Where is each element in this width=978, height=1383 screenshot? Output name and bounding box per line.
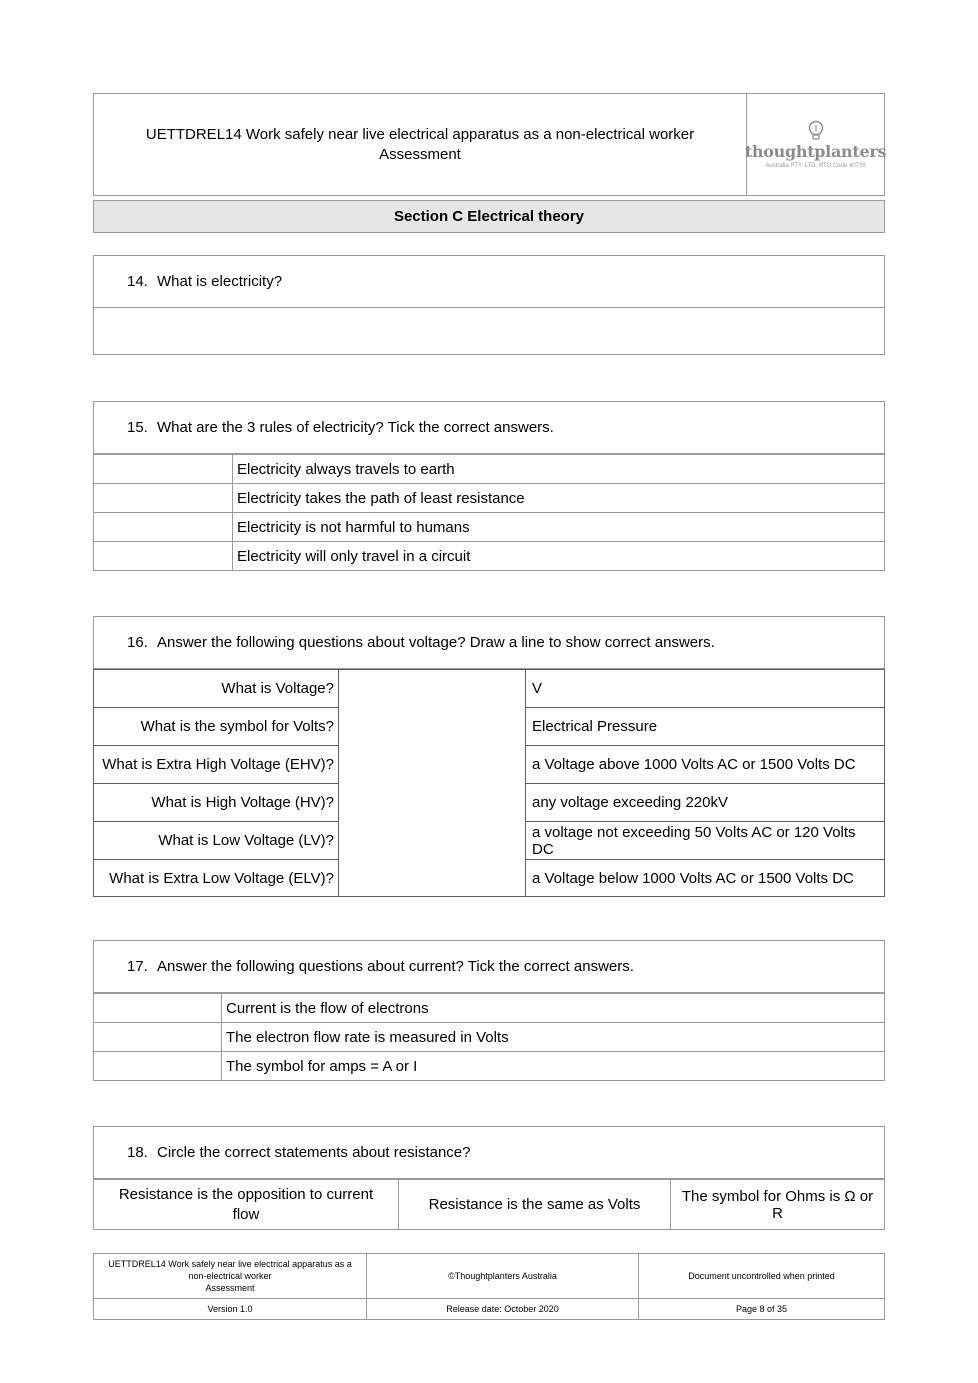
question-16-title [94,617,884,669]
question-number: 18. [127,1144,148,1161]
question-number: 16. [127,634,148,651]
table-row [94,1052,885,1081]
footer-row [94,1299,885,1320]
lightbulb-icon [807,120,825,142]
table-row [94,1180,885,1230]
header-title-line2: Assessment [379,145,461,163]
tick-box[interactable] [94,1052,222,1081]
option-text: Electricity will only travel in a circuit [233,542,885,571]
tick-options-table [93,454,885,571]
line-drawing-area[interactable] [339,670,526,897]
footer-unit-title [94,1254,367,1299]
table-row [94,513,885,542]
matching-question: What is Voltage? [94,670,339,708]
matching-answer: a Voltage below 1000 Volts AC or 1500 Volts DC [526,860,885,897]
matching-answer: any voltage exceeding 220kV [526,784,885,822]
matching-table [93,669,885,897]
question-18-title [94,1127,884,1179]
footer-copyright: ©Thoughtplanters Australia [367,1254,639,1299]
table-row [94,994,885,1023]
footer-release-date: Release date: October 2020 [367,1299,639,1320]
question-text: What is electricity? [157,273,283,290]
question-number: 15. [127,419,148,436]
matching-question: What is Low Voltage (LV)? [94,822,339,860]
logo-subtitle: Australia PTY. LTD. RTO Code 40739 [765,163,866,169]
footer-unit-line2: non-electrical worker [188,1271,272,1281]
option-text: Electricity always travels to earth [233,455,885,484]
circle-options-table [93,1179,885,1230]
matching-answer: Electrical Pressure [526,708,885,746]
question-text: Answer the following questions about current? Tick the correct answers. [157,958,634,975]
question-17-title [94,941,884,993]
question-text: Circle the correct statements about resistance? [157,1144,471,1161]
question-16 [93,616,885,894]
table-row [94,670,885,708]
header-title [94,94,746,195]
footer-unit-line1: UETTDREL14 Work safely near live electrical apparatus as a [108,1259,352,1269]
matching-question: What is the symbol for Volts? [94,708,339,746]
footer-uncontrolled: Document uncontrolled when printed [639,1254,885,1299]
circle-option[interactable]: The symbol for Ohms is Ω or R [671,1180,885,1230]
matching-question: What is Extra Low Voltage (ELV)? [94,860,339,897]
footer-version: Version 1.0 [94,1299,367,1320]
question-14 [93,255,885,355]
matching-answer: V [526,670,885,708]
question-17 [93,940,885,1080]
option-text: The electron flow rate is measured in Volts [222,1023,885,1052]
question-text: What are the 3 rules of electricity? Tick the correct answers. [157,419,554,436]
table-row [94,1023,885,1052]
table-row [94,542,885,571]
section-title: Section C Electrical theory [93,200,885,233]
document-header [93,93,885,196]
company-logo [744,94,887,195]
question-15 [93,401,885,570]
footer-unit-line3: Assessment [205,1283,255,1293]
tick-box[interactable] [94,994,222,1023]
header-title-line1: UETTDREL14 Work safely near live electrical apparatus as a non-electrical worker [145,125,695,143]
tick-box[interactable] [94,542,233,571]
logo-wordmark: thoughtplanters [744,142,887,161]
matching-question: What is High Voltage (HV)? [94,784,339,822]
circle-option[interactable]: Resistance is the same as Volts [399,1180,671,1230]
footer-page-number: Page 8 of 35 [639,1299,885,1320]
matching-question: What is Extra High Voltage (EHV)? [94,746,339,784]
tick-box[interactable] [94,484,233,513]
question-14-title [94,256,884,308]
table-row [94,484,885,513]
question-18 [93,1126,885,1228]
option-text: Electricity is not harmful to humans [233,513,885,542]
question-15-title [94,402,884,454]
tick-box[interactable] [94,1023,222,1052]
option-text: Current is the flow of electrons [222,994,885,1023]
tick-options-table [93,993,885,1081]
matching-answer: a voltage not exceeding 50 Volts AC or 120 Volts DC [526,822,885,860]
matching-answer: a Voltage above 1000 Volts AC or 1500 Volts DC [526,746,885,784]
question-text: Answer the following questions about voltage? Draw a line to show correct answers. [157,634,715,651]
table-row [94,455,885,484]
footer-row [94,1254,885,1299]
document-footer [93,1253,885,1320]
circle-option[interactable]: Resistance is the opposition to current flow [94,1180,399,1230]
question-number: 17. [127,958,148,975]
tick-box[interactable] [94,455,233,484]
option-text: The symbol for amps = A or I [222,1052,885,1081]
tick-box[interactable] [94,513,233,542]
answer-field[interactable] [94,308,884,354]
question-number: 14. [127,273,148,290]
option-text: Electricity takes the path of least resistance [233,484,885,513]
